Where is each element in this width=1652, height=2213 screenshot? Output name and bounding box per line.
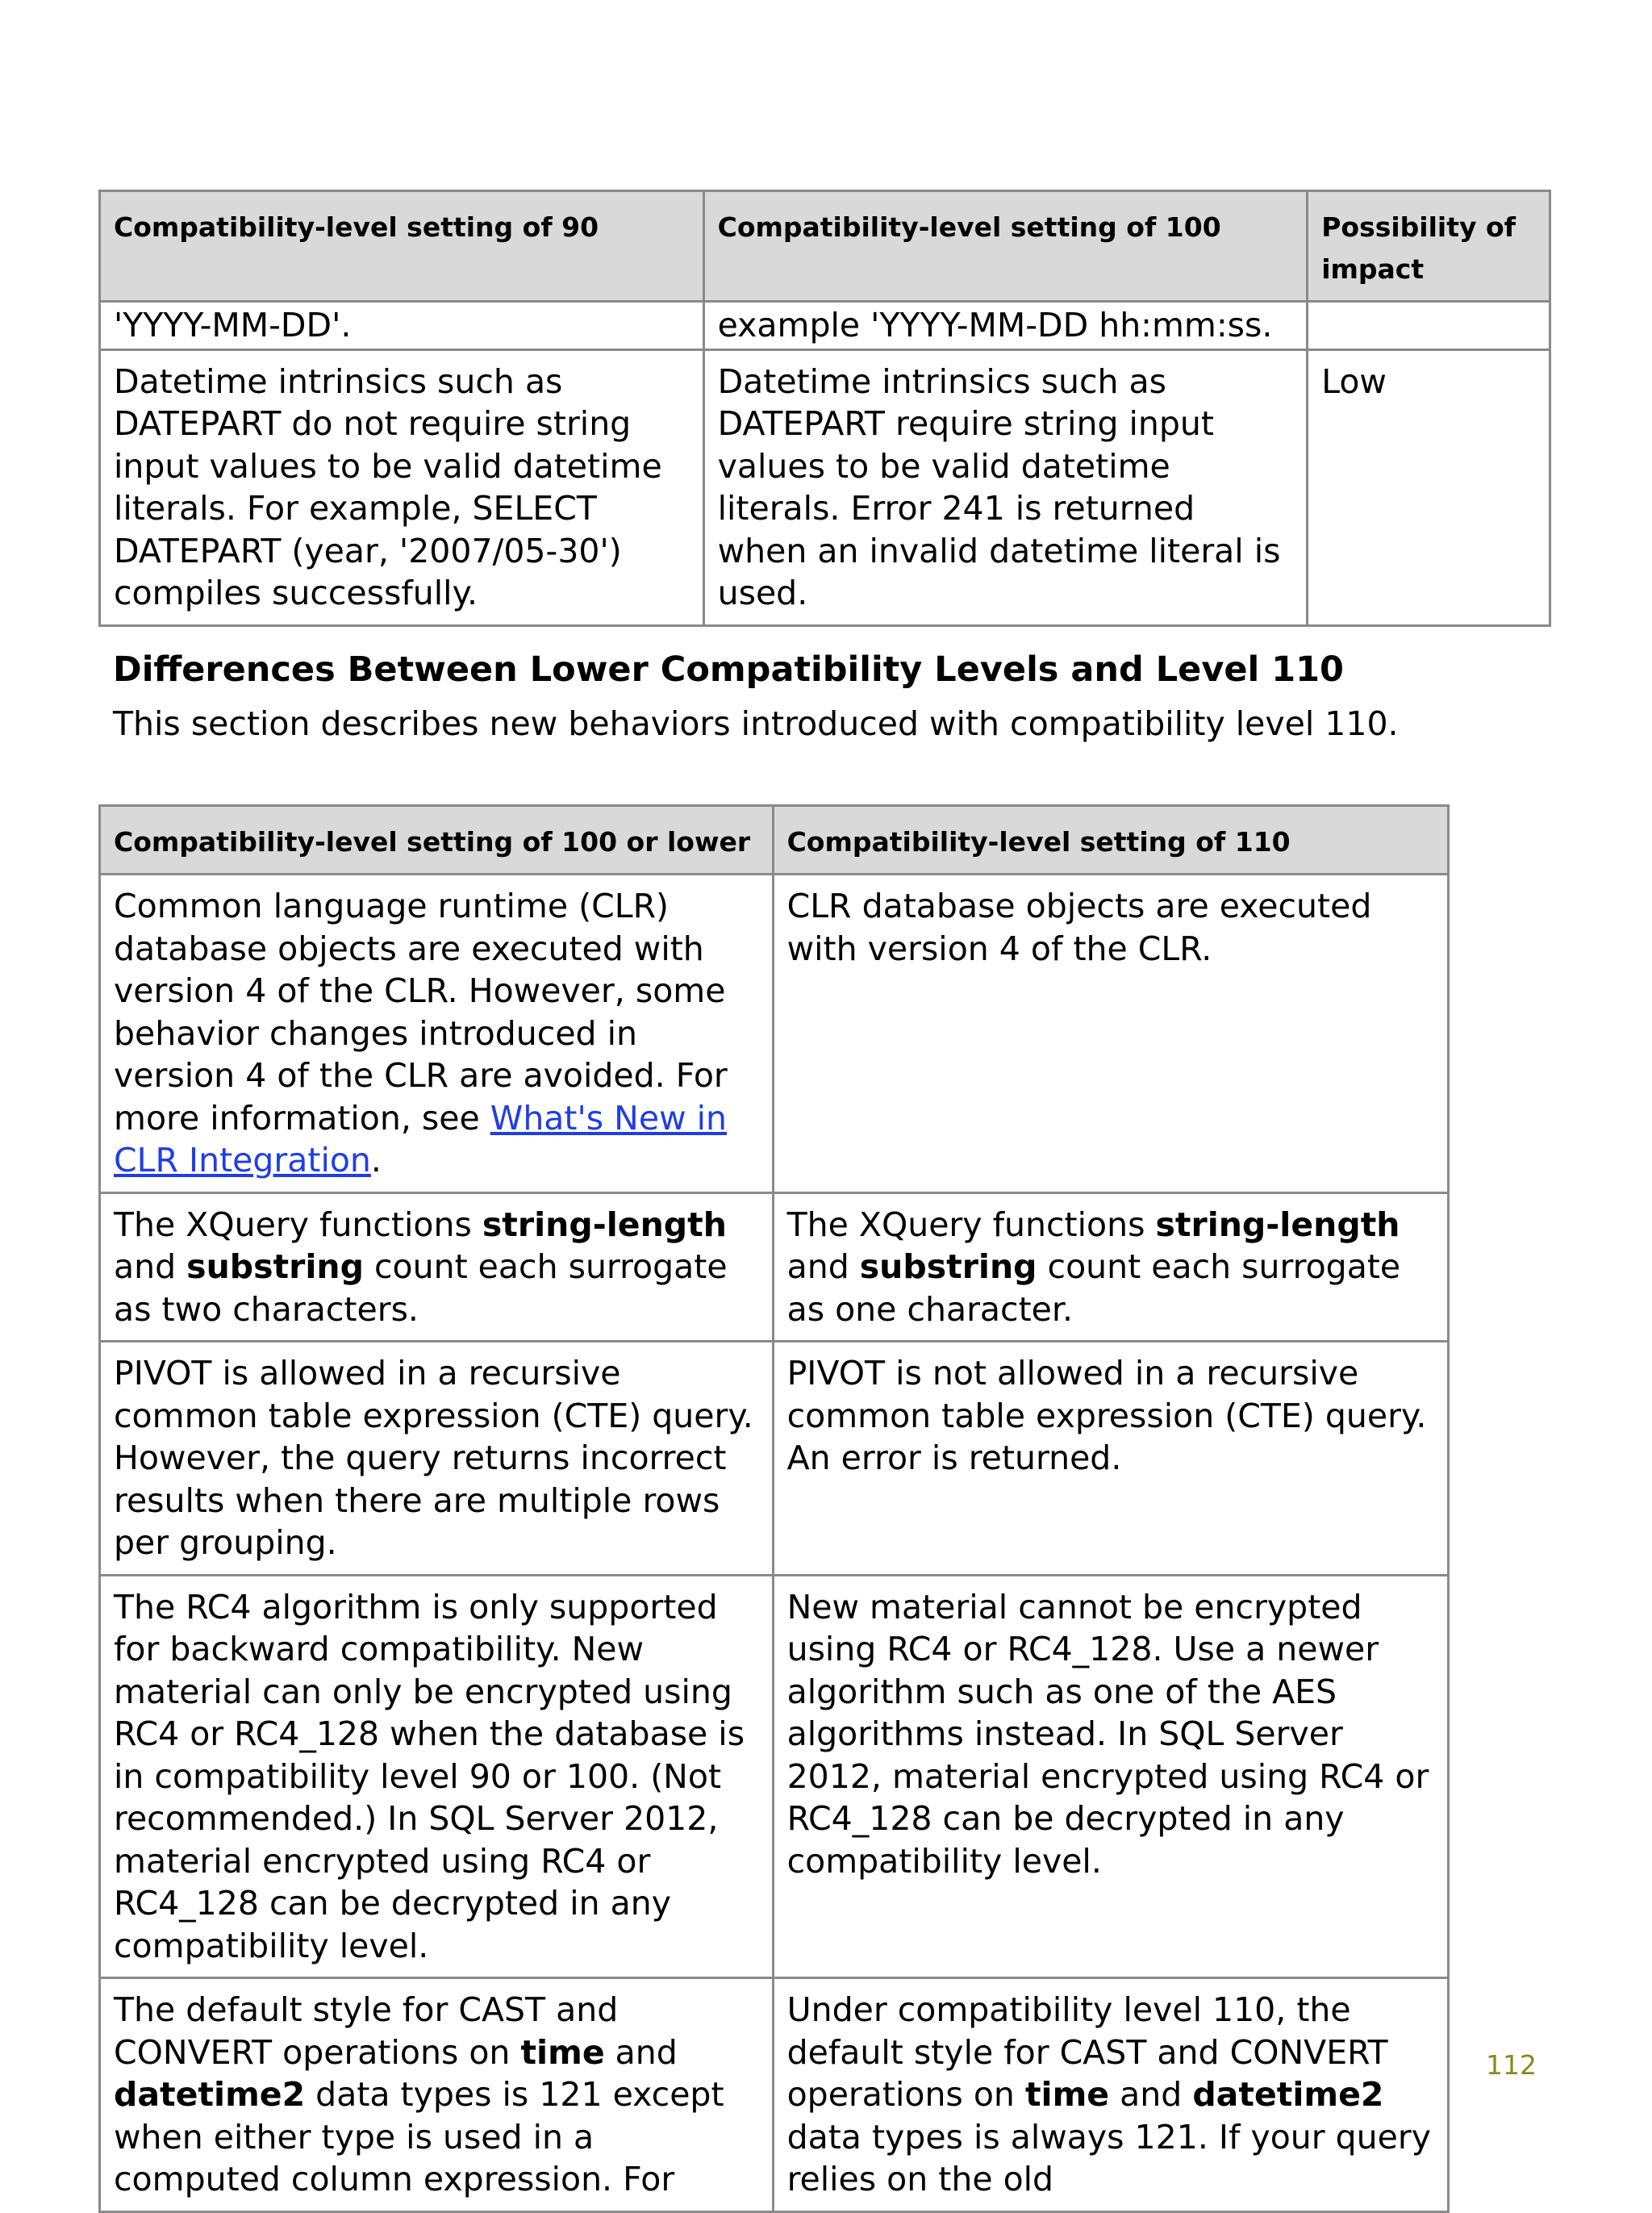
- cell-text: and: [1109, 2075, 1193, 2114]
- bold-term: substring: [859, 1247, 1037, 1286]
- header-cell: Compatibility-level setting of 100 or lower: [100, 806, 774, 875]
- cell-text: and: [786, 1247, 860, 1286]
- table-row: [100, 1978, 1449, 2212]
- cell-text: data types is always 121. If your query relies on the old: [786, 2117, 1432, 2198]
- table-cell: PIVOT is allowed in a recursive common table expression (CTE) query. However, the query returns incorrect results when there are multiple rows per grouping.: [100, 1342, 774, 1576]
- table-cell: PIVOT is not allowed in a recursive common table expression (CTE) query. An error is returned.: [773, 1342, 1448, 1576]
- table-row: [100, 875, 1449, 1193]
- cell-text: The XQuery functions: [114, 1205, 482, 1244]
- header-cell: Compatibility-level setting of 90: [100, 191, 704, 302]
- table-cell: example 'YYYY-MM-DD hh:mm:ss.: [703, 302, 1308, 350]
- clr-integration-link[interactable]: What's New in CLR Integration: [114, 1098, 728, 1180]
- table-cell: [100, 875, 774, 1193]
- table-row: [100, 302, 1550, 350]
- cell-text: Common language runtime (CLR) database objects are executed with version 4 of the CLR. However, some behavior changes introduced in version 4 of the CLR are avoided. For more information, see: [114, 887, 728, 1138]
- table-cell: [773, 1192, 1448, 1342]
- section-description: This section describes new behaviors introduced with compatibility level 110.: [113, 704, 1399, 743]
- bold-term: datetime2: [114, 2075, 306, 2114]
- section-title: Differences Between Lower Compatibility Levels and Level 110: [113, 649, 1344, 690]
- bold-term: time: [1024, 2075, 1110, 2114]
- table-cell: 'YYYY-MM-DD'.: [100, 302, 704, 350]
- cell-text: The XQuery functions: [786, 1205, 1156, 1244]
- table-cell: Datetime intrinsics such as DATEPART do not require string input values to be valid datetime literals. For example, SELECT DATEPART (year, '2007/05-30') compiles successfully.: [100, 349, 704, 625]
- table-cell: Low: [1308, 349, 1550, 625]
- bold-term: datetime2: [1192, 2075, 1384, 2114]
- bold-term: string-length: [1155, 1205, 1400, 1244]
- cell-text: .: [370, 1141, 382, 1180]
- table-cell: [100, 1978, 774, 2212]
- bold-term: time: [520, 2032, 605, 2072]
- table-cell: New material cannot be encrypted using RC4 or RC4_128. Use a newer algorithm such as one of the AES algorithms instead. In SQL Server 2012, material encrypted using RC4 or RC4_128 can be decrypted in any compatibility level.: [773, 1575, 1448, 1978]
- compatibility-table-100-110: [98, 804, 1450, 2213]
- cell-text: The default style for CAST and CONVERT operations on: [114, 1990, 619, 2072]
- table-header-row: [100, 806, 1449, 875]
- table-row: [100, 349, 1550, 625]
- cell-text: and: [604, 2032, 678, 2072]
- compatibility-table-90-100: [98, 190, 1551, 627]
- bold-term: string-length: [482, 1205, 727, 1244]
- cell-text: data types is 121 except when either type is used in a computed column expression. For: [114, 2075, 724, 2198]
- cell-text: and: [114, 1247, 187, 1286]
- header-cell: Compatibility-level setting of 110: [773, 806, 1448, 875]
- page-number: 112: [1486, 2049, 1537, 2081]
- table-cell: [1308, 302, 1550, 350]
- header-cell: Possibility of impact: [1308, 191, 1550, 302]
- table-cell: [100, 1192, 774, 1342]
- table-header-row: [100, 191, 1550, 302]
- cell-text: count each surrogate as one character.: [786, 1247, 1401, 1329]
- table-row: [100, 1342, 1449, 1576]
- table-row: [100, 1192, 1449, 1342]
- table-cell: CLR database objects are executed with version 4 of the CLR.: [773, 875, 1448, 1193]
- header-cell: Compatibility-level setting of 100: [703, 191, 1308, 302]
- cell-text: count each surrogate as two characters.: [114, 1247, 728, 1329]
- table-cell: The RC4 algorithm is only supported for backward compatibility. New material can only be encrypted using RC4 or RC4_128 when the database is in compatibility level 90 or 100. (Not recommended.) In SQL Server 2012, material encrypted using RC4 or RC4_128 can be decrypted in any compatibility level.: [100, 1575, 774, 1978]
- table-row: [100, 1575, 1449, 1978]
- table-cell: Datetime intrinsics such as DATEPART require string input values to be valid datetime literals. Error 241 is returned when an invalid datetime literal is used.: [703, 349, 1308, 625]
- cell-text: Under compatibility level 110, the default style for CAST and CONVERT operations on: [786, 1990, 1388, 2114]
- table-cell: [773, 1978, 1448, 2212]
- bold-term: substring: [186, 1247, 364, 1286]
